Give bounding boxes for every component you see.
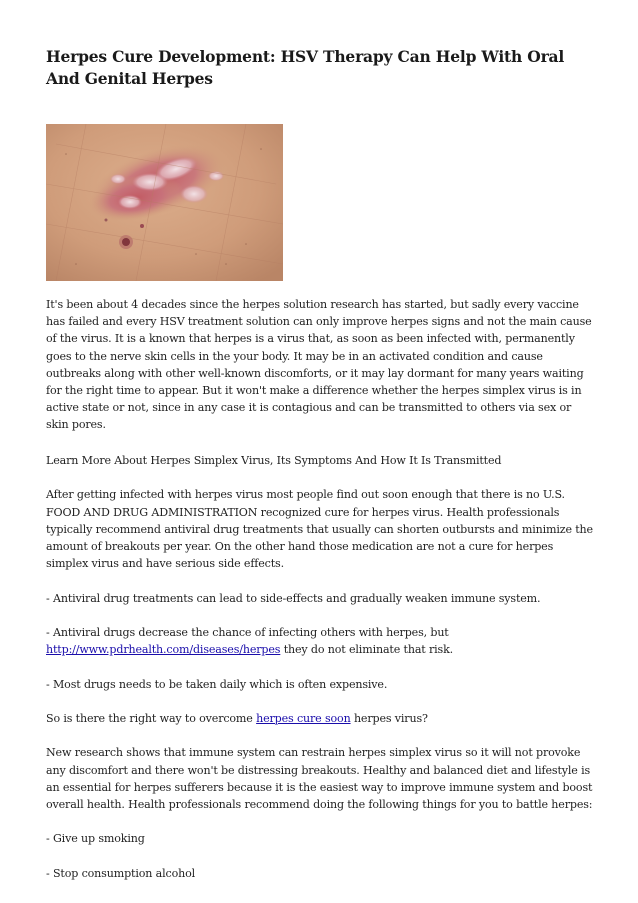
bullet-daily-drugs: - Most drugs needs to be taken daily which is often expensive. [46, 677, 388, 691]
bullet-infecting-others [46, 624, 596, 658]
tip-stop-alcohol: - Stop consumption alcohol [46, 866, 196, 880]
pdrhealth-link[interactable]: http://www.pdrhealth.com/diseases/herpes [46, 643, 281, 657]
research-paragraph: New research shows that immune system can restrain herpes simplex virus so it will not provoke any discomfort and there won't be distressing breakouts. Healthy and balanced diet and lifestyle is an essential for herpes sufferers because it is the easiest way to improve immune system and boost overall health. Health professionals recommend doing the following things for you to battle herpes: [46, 746, 593, 811]
page-title: Herpes Cure Development: HSV Therapy Can Help With Oral And Genital Herpes [46, 47, 565, 88]
document-page [46, 46, 596, 880]
bullet-side-effects: - Antiviral drug treatments can lead to side-effects and gradually weaken immune system. [46, 591, 541, 605]
herpes-cure-soon-link[interactable]: herpes cure soon [256, 711, 351, 725]
bullet-infecting-others-tail: they do not eliminate that risk. [280, 643, 454, 657]
skin-rash-photo [46, 124, 283, 281]
question-paragraph [46, 710, 596, 727]
section-subheading: Learn More About Herpes Simplex Virus, Its Symptoms And How It Is Transmitted [46, 454, 502, 467]
intro-section [46, 296, 596, 451]
article-body [46, 452, 596, 899]
question-tail: herpes virus? [350, 711, 428, 725]
question-text: So is there the right way to overcome [46, 711, 257, 725]
bullet-infecting-others-text: - Antiviral drugs decrease the chance of infecting others with herpes, but [46, 625, 449, 639]
paragraph-after-infection: After getting infected with herpes virus most people find out soon enough that there is no U.S. FOOD AND DRUG ADMINISTRATION recognized cure for herpes virus. Health professionals typically recommend antiviral drug treatments that usually can shorten outbursts and minimize the amount of breakouts per year. On the other hand those medication are not a cure for herpes simplex virus and have serious side effects. [46, 488, 593, 571]
intro-paragraph: It's been about 4 decades since the herpes solution research has started, but sadly every vaccine has failed and every HSV treatment solution can only improve herpes signs and not the main cause of the virus. It is a known that herpes is a virus that, as soon as been infected with, permanently goes to the nerve skin cells in the your body. It may be in an activated condition and cause outbreaks along with other well-known discomforts, or it may lay dormant for many years waiting for the right time to appear. But it won't make a difference whether the herpes simplex virus is in active state or not, since in any case it is contagious and can be transmitted to others via sex or skin pores. [46, 298, 592, 432]
skin-rash-photo-drawing [46, 124, 283, 281]
tip-quit-smoking: - Give up smoking [46, 832, 145, 846]
